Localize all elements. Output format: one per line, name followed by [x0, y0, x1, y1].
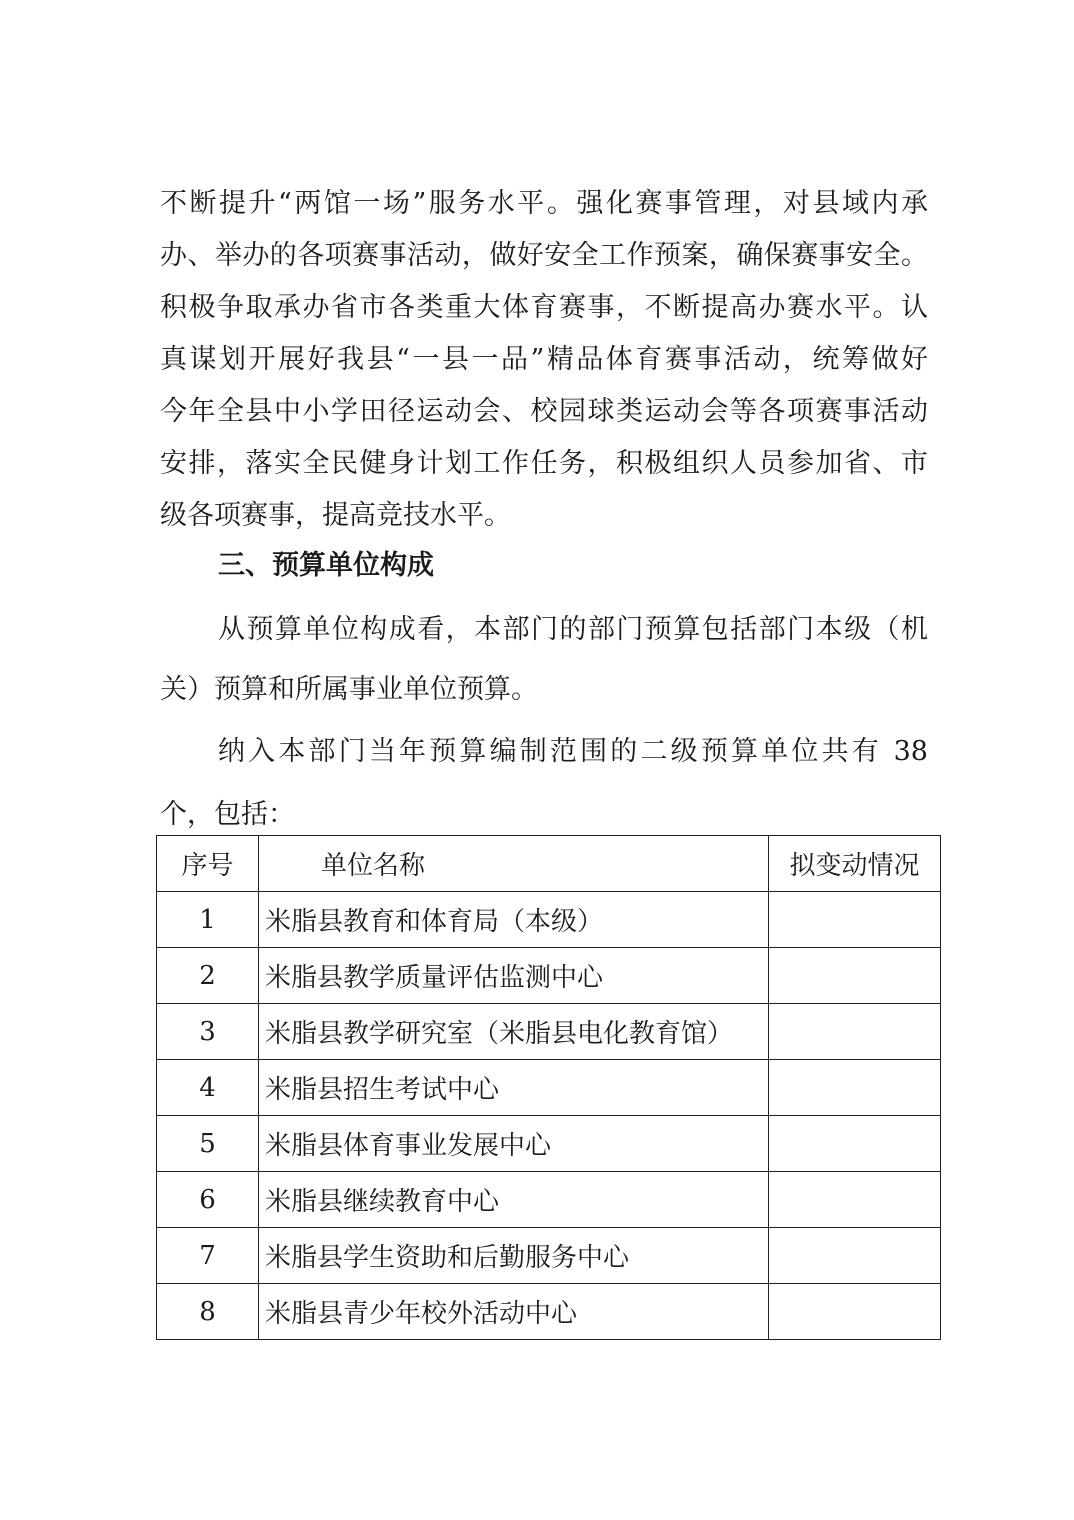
cell-seq: 2	[157, 948, 259, 1004]
cell-seq: 8	[157, 1284, 259, 1340]
cell-unit-name: 米脂县教学质量评估监测中心	[259, 948, 769, 1004]
table-row	[157, 1228, 941, 1284]
cell-unit-name: 米脂县学生资助和后勤服务中心	[259, 1228, 769, 1284]
paragraph-line: 真谋划开展好我县“一县一品”精品体育赛事活动，统筹做好	[160, 344, 928, 375]
budget-units-table	[156, 835, 941, 1340]
paragraph-line: 积极争取承办省市各类重大体育赛事，不断提高办赛水平。认	[160, 292, 928, 323]
table-row	[157, 1004, 941, 1060]
cell-change	[769, 1116, 941, 1172]
header-seq: 序号	[157, 836, 259, 892]
cell-unit-name: 米脂县教学研究室（米脂县电化教育馆）	[259, 1004, 769, 1060]
cell-unit-name: 米脂县体育事业发展中心	[259, 1116, 769, 1172]
paragraph-line: 关）预算和所属事业单位预算。	[160, 674, 538, 705]
table-row	[157, 892, 941, 948]
cell-seq: 7	[157, 1228, 259, 1284]
cell-unit-name: 米脂县教育和体育局（本级）	[259, 892, 769, 948]
cell-unit-name: 米脂县继续教育中心	[259, 1172, 769, 1228]
paragraph-line: 办、举办的各项赛事活动，做好安全工作预案，确保赛事安全。	[160, 240, 928, 271]
cell-change	[769, 1060, 941, 1116]
cell-seq: 6	[157, 1172, 259, 1228]
cell-seq: 3	[157, 1004, 259, 1060]
cell-change	[769, 1172, 941, 1228]
paragraph-line: 纳入本部门当年预算编制范围的二级预算单位共有 38	[218, 736, 928, 767]
section-heading: 三、预算单位构成	[218, 550, 434, 581]
table-row	[157, 1284, 941, 1340]
cell-change	[769, 892, 941, 948]
paragraph-line: 个，包括：	[160, 799, 295, 830]
paragraph-line: 从预算单位构成看，本部门的部门预算包括部门本级（机	[218, 614, 928, 645]
cell-seq: 4	[157, 1060, 259, 1116]
table-row	[157, 1060, 941, 1116]
paragraph-line: 级各项赛事，提高竞技水平。	[160, 500, 511, 531]
cell-change	[769, 948, 941, 1004]
table-header-row	[157, 836, 941, 892]
cell-unit-name: 米脂县招生考试中心	[259, 1060, 769, 1116]
table-row	[157, 1172, 941, 1228]
cell-change	[769, 1228, 941, 1284]
paragraph-line: 不断提升“两馆一场”服务水平。强化赛事管理，对县域内承	[160, 188, 928, 219]
paragraph-line: 安排，落实全民健身计划工作任务，积极组织人员参加省、市	[160, 448, 928, 479]
table-row	[157, 948, 941, 1004]
cell-seq: 1	[157, 892, 259, 948]
cell-change	[769, 1004, 941, 1060]
header-change: 拟变动情况	[769, 836, 941, 892]
table-row	[157, 1116, 941, 1172]
cell-seq: 5	[157, 1116, 259, 1172]
header-unit-name: 单位名称	[259, 836, 769, 892]
cell-change	[769, 1284, 941, 1340]
paragraph-line: 今年全县中小学田径运动会、校园球类运动会等各项赛事活动	[160, 396, 928, 427]
cell-unit-name: 米脂县青少年校外活动中心	[259, 1284, 769, 1340]
